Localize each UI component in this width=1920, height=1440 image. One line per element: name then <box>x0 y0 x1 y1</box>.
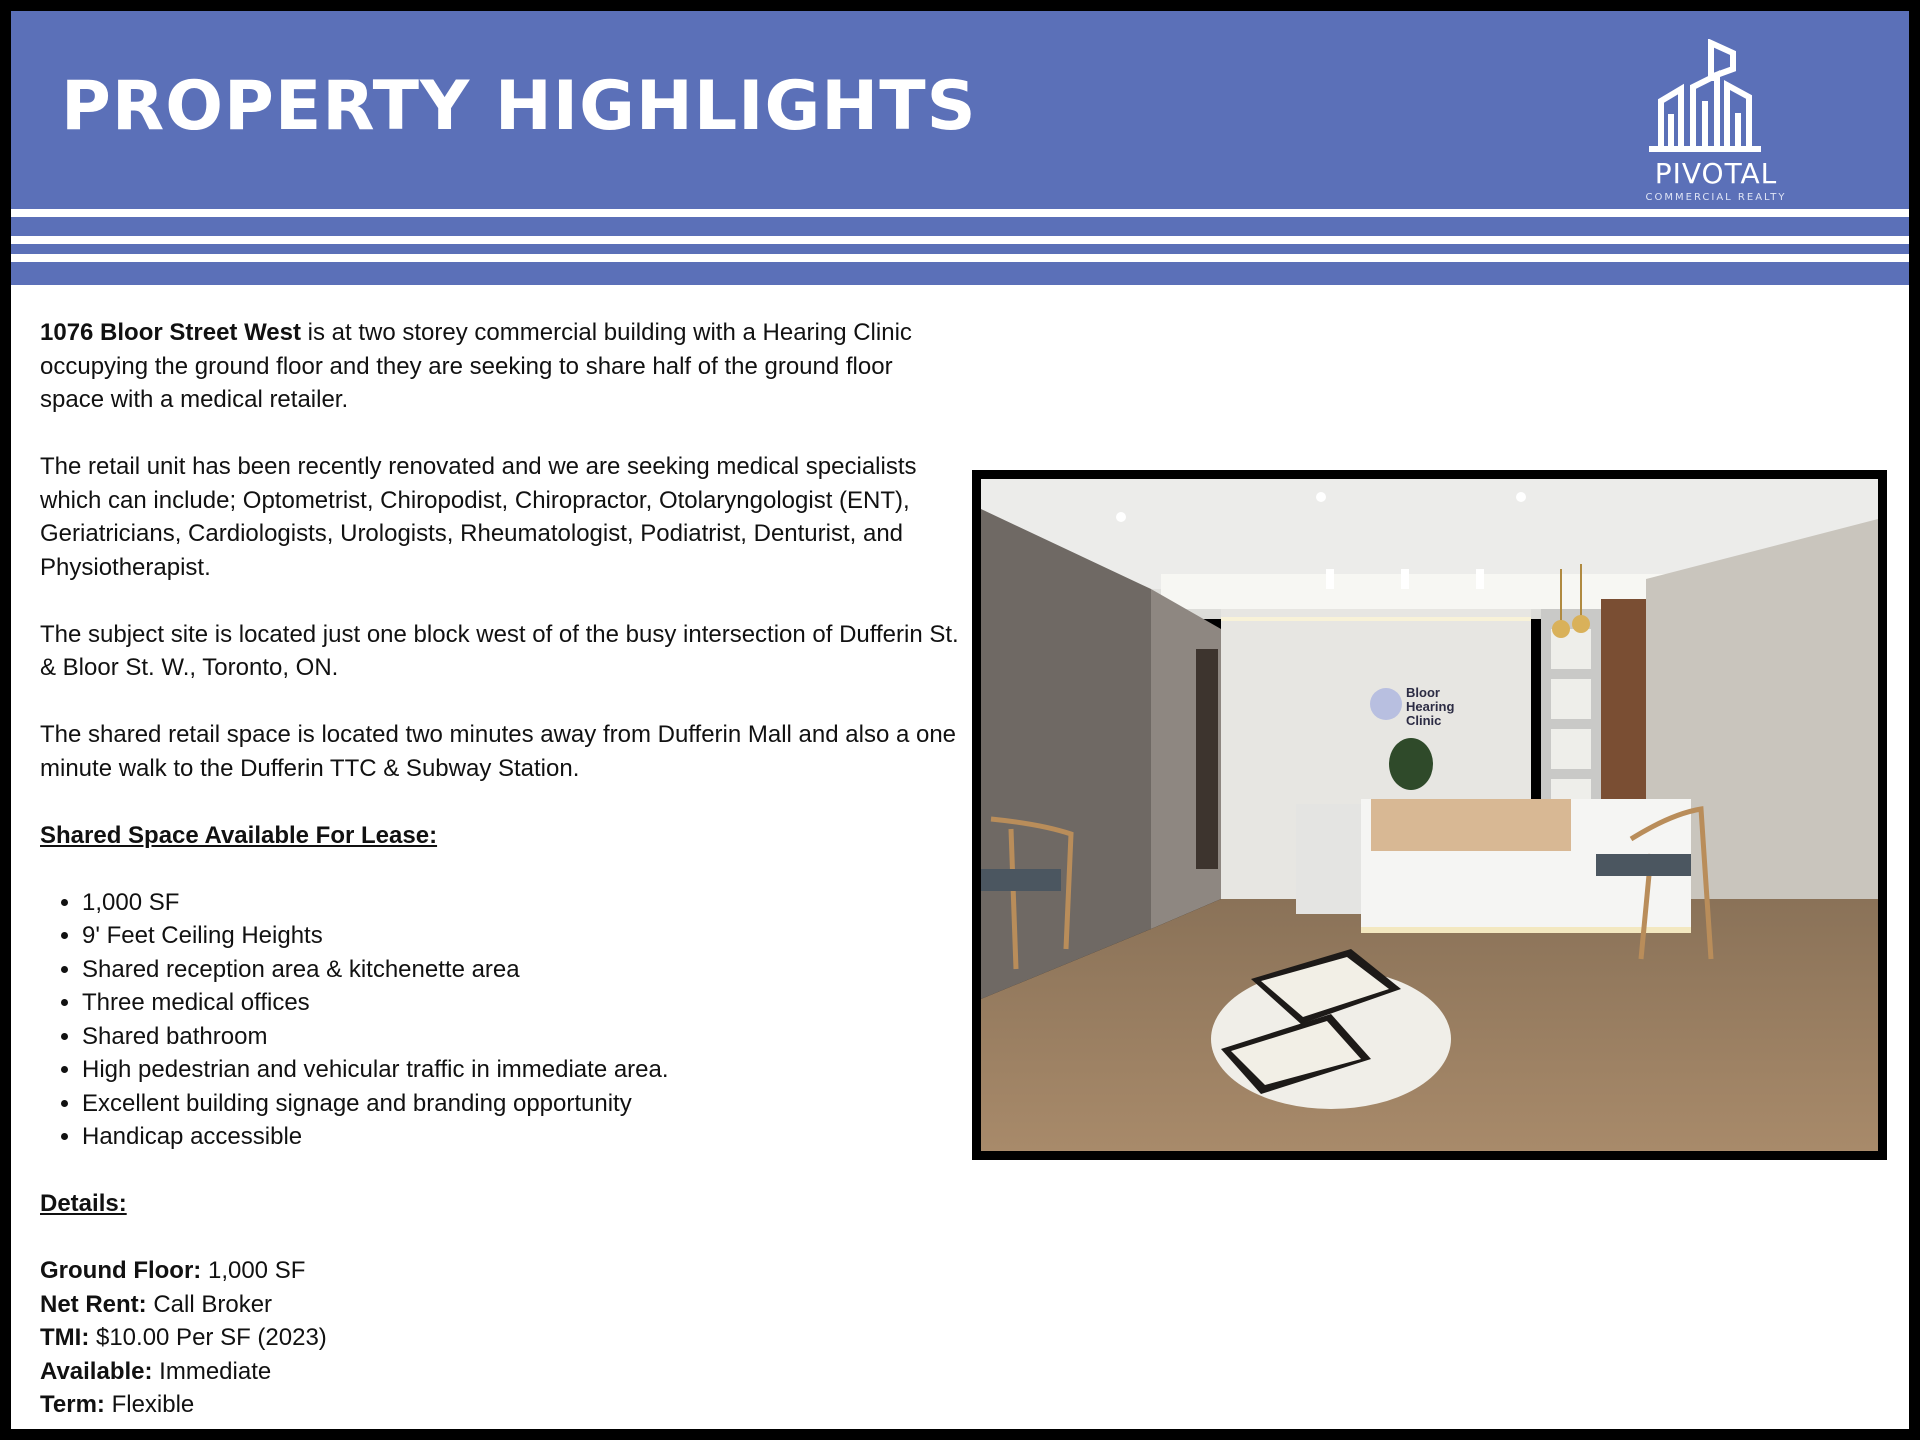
reception-photo <box>981 479 1878 1151</box>
reception-photo-frame <box>972 470 1887 1160</box>
header-stripe <box>11 254 1909 262</box>
detail-value: $10.00 Per SF (2023) <box>89 1324 327 1351</box>
detail-label: Net Rent: <box>40 1290 147 1318</box>
detail-value: Flexible <box>104 1391 195 1418</box>
list-item: • Shared reception area & kitchenette area <box>82 953 960 987</box>
detail-row-net-rent <box>40 1288 960 1322</box>
main-content <box>40 316 960 1422</box>
details-block <box>40 1254 960 1422</box>
details-heading: Details: <box>40 1190 127 1217</box>
detail-value: 1,000 SF <box>201 1257 306 1284</box>
detail-row-available <box>40 1355 960 1389</box>
intro-text: is at two storey commercial building with a Hearing Clinic occupying the ground floor and they are seeking to share half of the ground floor space with a medical retailer. <box>40 319 912 413</box>
header-stripe <box>11 209 1909 217</box>
building-logo-icon <box>1641 39 1791 159</box>
specialists-paragraph: The retail unit has been recently renovated and we are seeking medical specialists which can include; Optometrist, Chiropodist, Chiropractor, Otolaryngologist (ENT), Geriatricians, Cardiologists, Urologists, Rheumatologist, Podiatrist, Denturist, and Physiotherapist. <box>40 453 917 581</box>
list-item: • Handicap accessible <box>82 1120 960 1154</box>
flyer-page <box>11 11 1909 1429</box>
detail-row-tmi <box>40 1321 960 1355</box>
detail-label: Available: <box>40 1357 153 1385</box>
sign-line-1: Bloor <box>1406 685 1440 700</box>
list-item: • 1,000 SF <box>82 886 960 920</box>
detail-row-ground-floor <box>40 1254 960 1288</box>
property-address: 1076 Bloor Street West <box>40 319 301 346</box>
lease-heading: Shared Space Available For Lease: <box>40 821 438 849</box>
list-item: • High pedestrian and vehicular traffic in immediate area. <box>82 1053 960 1087</box>
header-stripe <box>11 236 1909 244</box>
detail-label: Term: <box>40 1391 105 1418</box>
list-item: • Three medical offices <box>82 986 960 1020</box>
detail-row-term <box>40 1388 960 1422</box>
sign-line-2: Hearing <box>1406 699 1455 714</box>
transit-paragraph: The shared retail space is located two minutes away from Dufferin Mall and also a one minute walk to the Dufferin TTC & Subway Station. <box>40 721 957 782</box>
list-item: • Shared bathroom <box>82 1020 960 1054</box>
detail-label: TMI: <box>40 1324 90 1351</box>
list-item: • 9' Feet Ceiling Heights <box>82 919 960 953</box>
pivotal-logo <box>1641 39 1791 209</box>
lease-features-list <box>40 886 960 1154</box>
page-title: PROPERTY HIGHLIGHTS <box>61 67 977 146</box>
logo-wordmark: PIVOTAL <box>1654 157 1778 190</box>
detail-value: Immediate <box>152 1357 272 1385</box>
logo-tagline: COMMERCIAL REALTY <box>1645 192 1787 203</box>
detail-value: Call Broker <box>146 1290 273 1318</box>
list-item: • Excellent building signage and branding opportunity <box>82 1087 960 1121</box>
header-banner <box>11 11 1909 285</box>
detail-label: Ground Floor: <box>40 1257 202 1284</box>
intro-paragraph <box>40 316 960 417</box>
location-paragraph: The subject site is located just one block west of of the busy intersection of Dufferin St. & Bloor St. W., Toronto, ON. <box>40 620 959 681</box>
sign-line-3: Clinic <box>1406 713 1442 728</box>
